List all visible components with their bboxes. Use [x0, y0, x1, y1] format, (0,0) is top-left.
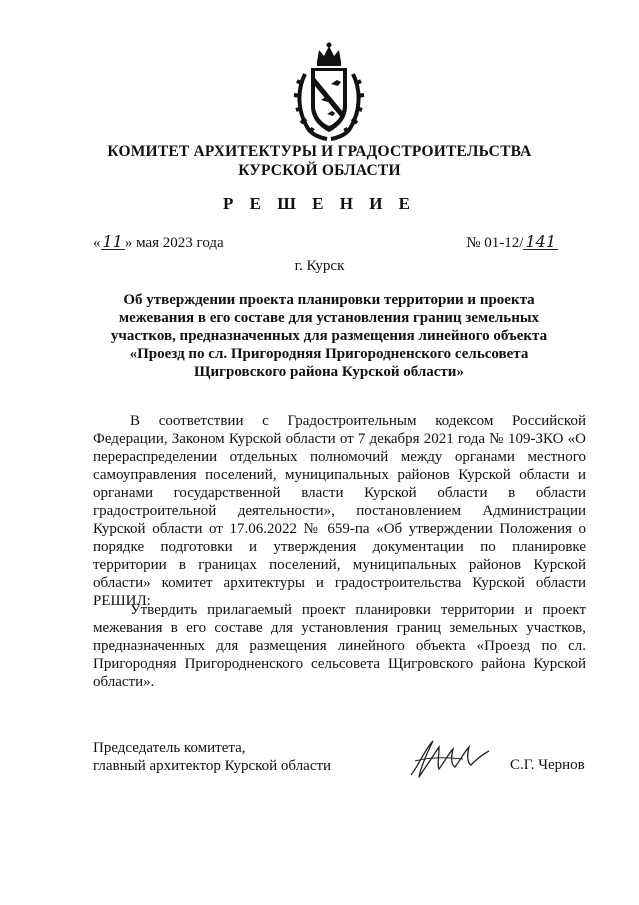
handwritten-signature-icon	[405, 735, 495, 780]
committee-name-line1: КОМИТЕТ АРХИТЕКТУРЫ И ГРАДОСТРОИТЕЛЬСТВА	[107, 143, 532, 160]
title-line: межевания в его составе для установления границ земельных	[118, 310, 540, 326]
body-paragraph-2: Утвердить прилагаемый проект планировки территории и проект межевания в его составе для установления границ земельных участков, предназначенных для размещения линейного объекта «Проезд по сл. Пригородняя Пригородненского сельсовета Щигровского района Курской области».	[93, 602, 586, 690]
position-line2: главный архитектор Курской области	[93, 758, 332, 774]
signatory-name: С.Г. Чернов	[510, 757, 585, 773]
number-handwritten: 141	[525, 232, 556, 251]
title-line: участков, предназначенных для размещения линейного объекта	[110, 328, 548, 344]
title-line: Об утверждении проекта планировки территории и проекта	[123, 292, 535, 308]
signatory-position	[93, 739, 331, 775]
committee-name-line2: КУРСКОЙ ОБЛАСТИ	[238, 162, 401, 179]
document-title	[94, 291, 564, 381]
date-day-handwritten: 11	[102, 232, 123, 251]
document-number	[466, 232, 558, 252]
document-date	[93, 232, 224, 252]
document-type: Р Е Ш Е Н И Е	[222, 194, 416, 213]
position-line1: Председатель комитета,	[93, 740, 246, 756]
body-paragraph-1: В соответствии с Градостроительным кодексом Российской Федерации, Законом Курской области от 7 декабря 2021 года № 109-ЗКО «О перераспределении отдельных полномочий между органами местного самоуправления поселений, муниципальных районов Курской области и органами государственной власти Курской области в области градостроительной деятельности», постановлением Администрации Курской области от 17.06.2022 № 659-па «Об утверждении Положения о порядке подготовки и утверждения документации по планировке территории в границах поселений, муниципальных районов Курской области» комитет архитектуры и градостроительства Курской области РЕШИЛ:	[93, 413, 586, 609]
number-prefix: № 01-12/	[466, 235, 524, 251]
title-line: «Проезд по сл. Пригородняя Пригородненского сельсовета	[129, 346, 529, 362]
city: г. Курск	[294, 258, 345, 274]
date-open-quote: «	[93, 235, 101, 251]
title-line: Щигровского района Курской области»	[194, 364, 464, 380]
date-month-year: » мая 2023 года	[124, 235, 224, 251]
coat-of-arms-icon	[291, 40, 367, 144]
